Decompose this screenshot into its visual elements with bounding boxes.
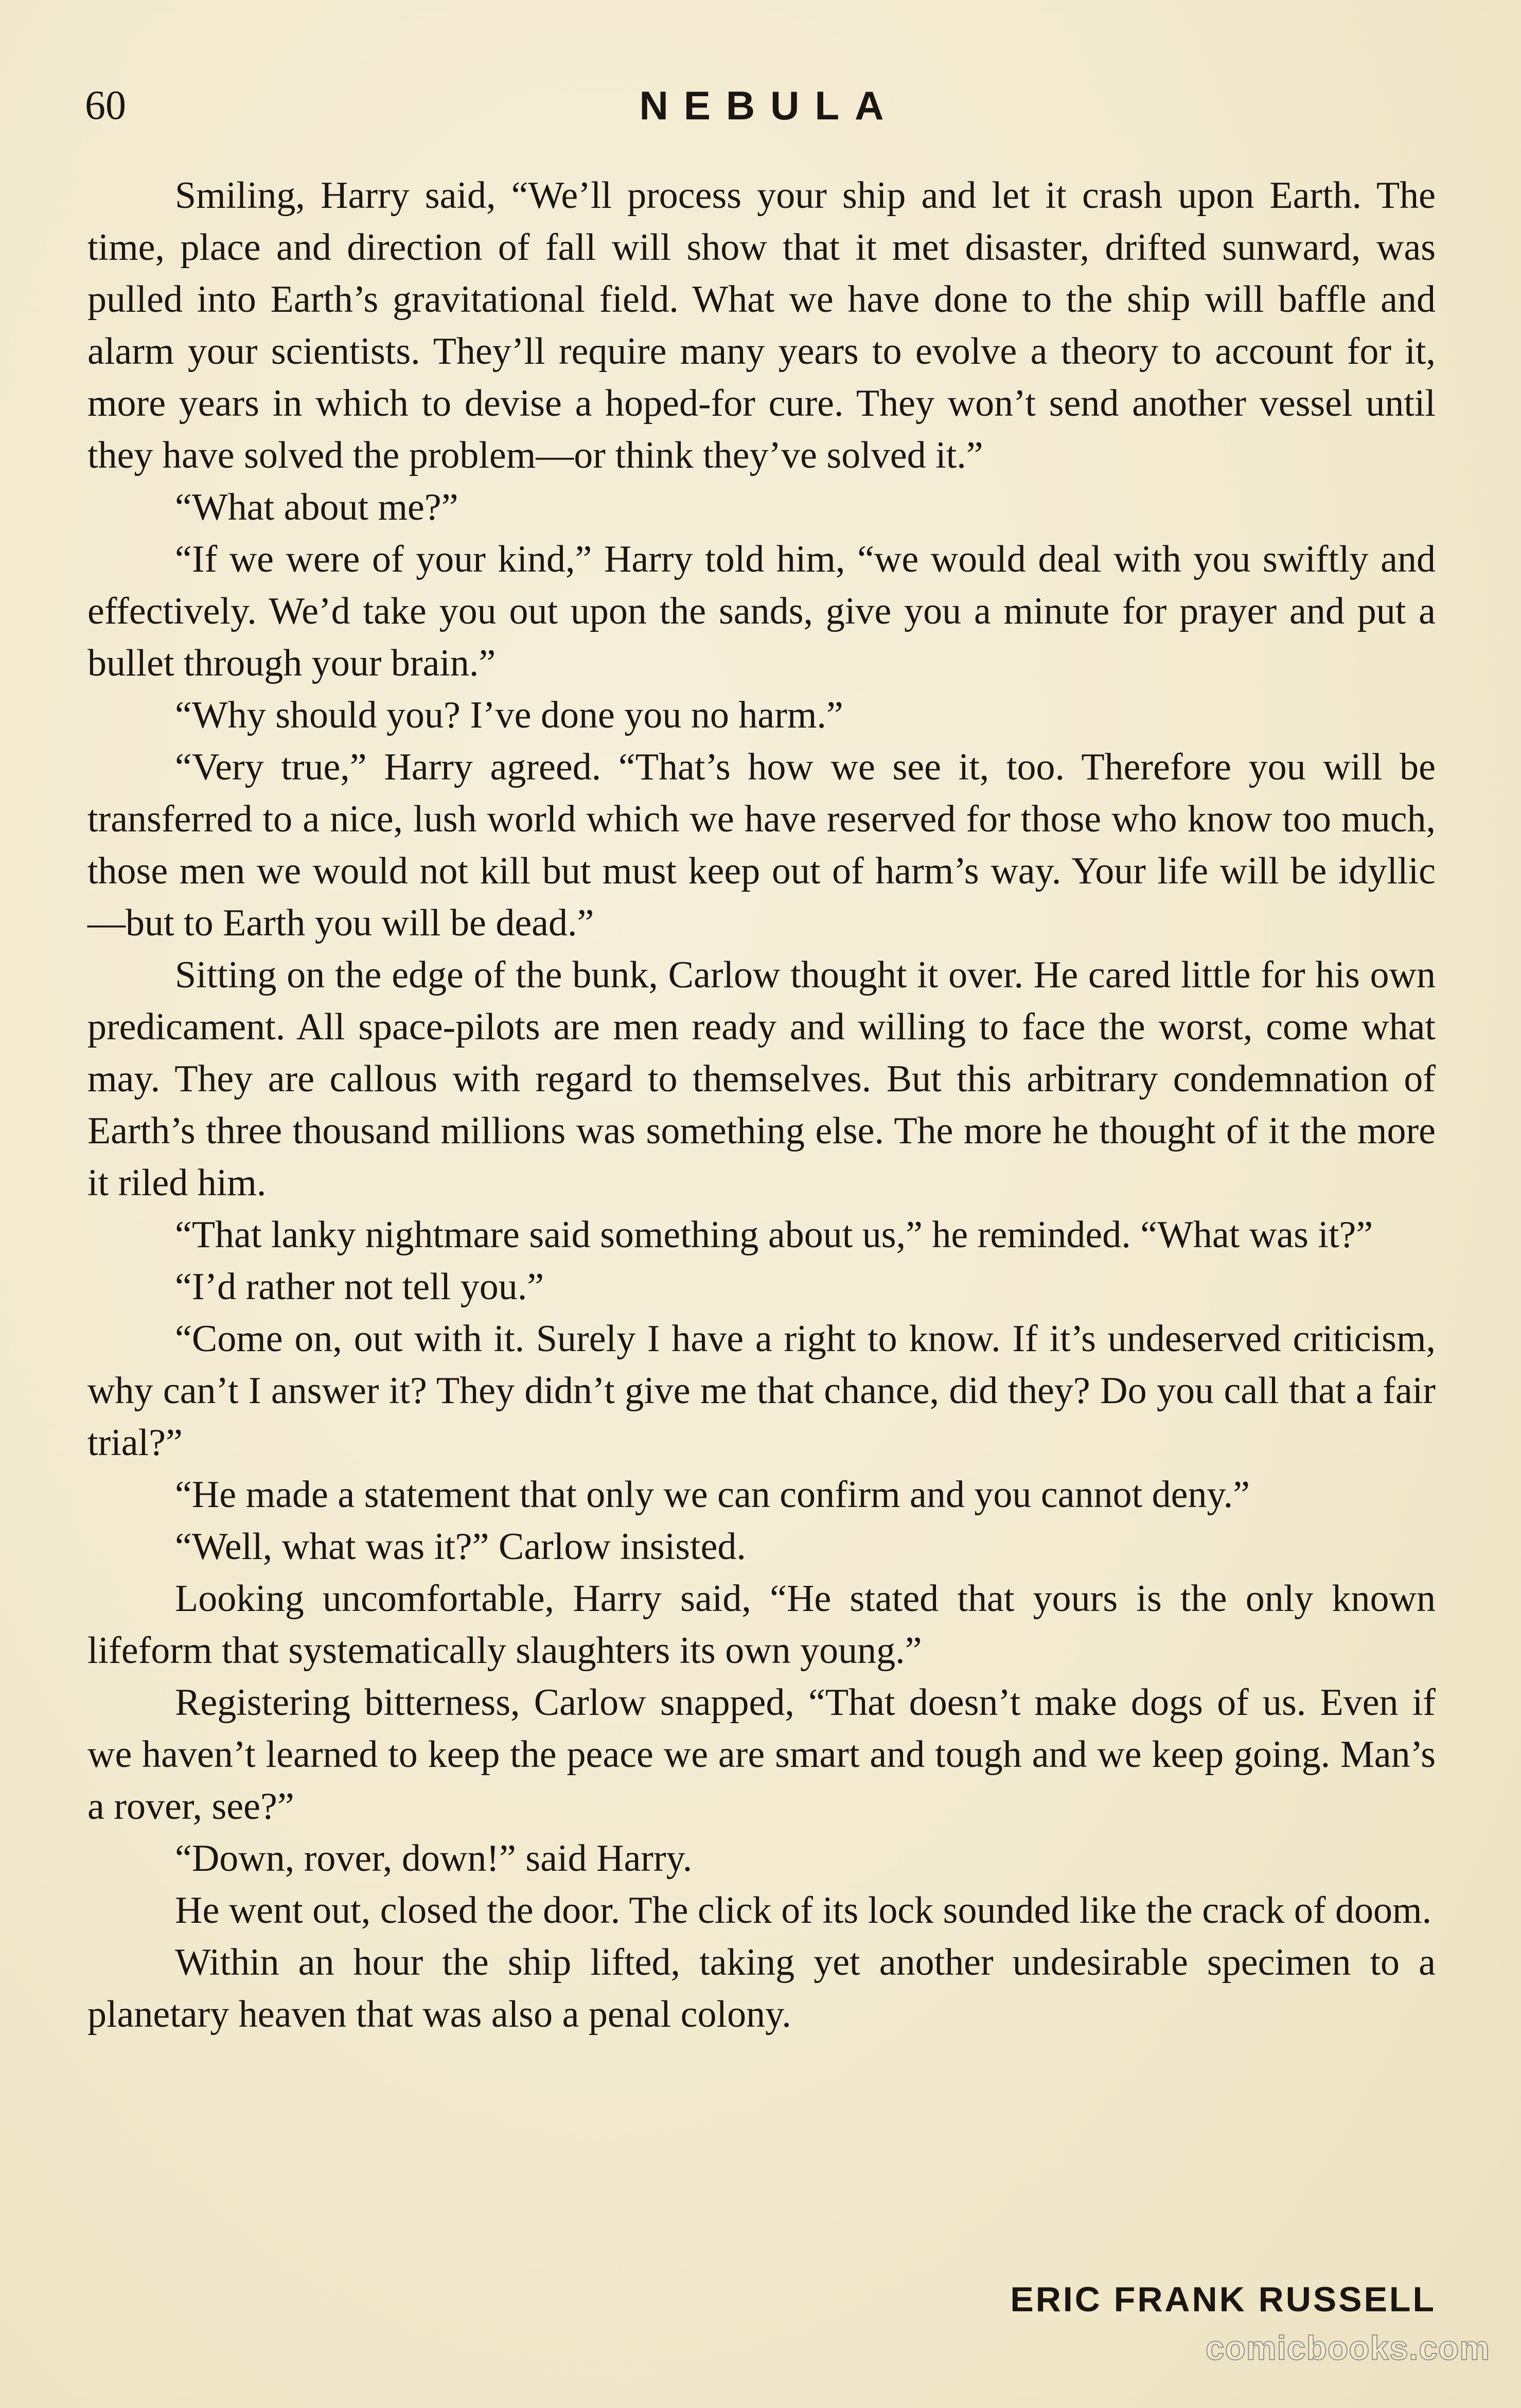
- paragraph: Smiling, Harry said, “We’ll process your ship and let it crash upon Earth. The time, place and direction of fall will show that it met disaster, drifted sunward, was pulled into Earth’s gravitational field. What we have done to the ship will baffle and alarm your scientists. They’ll require many years to evolve a theory to account for it, more years in which to devise a hoped-for cure. They won’t send another vessel until they have solved the problem—or think they’ve solved it.”: [87, 174, 1436, 476]
- paragraph: “Down, rover, down!” said Harry.: [175, 1837, 693, 1880]
- paragraph: Looking uncomfortable, Harry said, “He stated that yours is the only known lifeform that systematically slaughters its own young.”: [87, 1578, 1436, 1672]
- paragraph: “What about me?”: [175, 486, 458, 528]
- paragraph: “Very true,” Harry agreed. “That’s how we see it, too. Therefore you will be transferred to a nice, lush world which we have reserved for those who know too much, those men we would not kill but must keep out of harm’s way. Your life will be idyllic—but to Earth you will be dead.”: [87, 746, 1436, 944]
- paragraph: Within an hour the ship lifted, taking yet another undesirable specimen to a planetary heaven that was also a penal colony.: [87, 1941, 1436, 2035]
- paragraph: “That lanky nightmare said something about us,” he reminded. “What was it?”: [175, 1214, 1373, 1256]
- paragraph: Registering bitterness, Carlow snapped, “That doesn’t make dogs of us. Even if we haven’t learned to keep the peace we are smart and tough and we keep going. Man’s a rover, see?”: [87, 1681, 1436, 1828]
- story-body: [87, 170, 1436, 2041]
- paragraph: He went out, closed the door. The click of its lock sounded like the crack of doom.: [175, 1889, 1432, 1932]
- paragraph: “He made a statement that only we can confirm and you cannot deny.”: [175, 1474, 1250, 1516]
- paragraph: “I’d rather not tell you.”: [175, 1266, 544, 1308]
- paragraph: “Why should you? I’ve done you no harm.”: [175, 694, 843, 736]
- running-title: NEBULA: [639, 83, 899, 128]
- page-number: 60: [85, 83, 126, 128]
- author-byline: ERIC FRANK RUSSELL: [1010, 2280, 1436, 2319]
- page-header: [85, 77, 1438, 134]
- paragraph: “Come on, out with it. Surely I have a right to know. If it’s undeserved criticism, why can’t I answer it? They didn’t give me that chance, did they? Do you call that a fair trial?”: [87, 1318, 1436, 1464]
- site-watermark: comicbooks.com: [1205, 2329, 1490, 2367]
- paragraph: Sitting on the edge of the bunk, Carlow thought it over. He cared little for his own predicament. All space-pilots are men ready and willing to face the worst, come what may. They are callous with regard to themselves. But this arbitrary condemnation of Earth’s three thousand millions was something else. The more he thought of it the more it riled him.: [87, 954, 1436, 1204]
- paragraph: “Well, what was it?” Carlow insisted.: [175, 1526, 746, 1568]
- paragraph: “If we were of your kind,” Harry told him, “we would deal with you swiftly and effectively. We’d take you out upon the sands, give you a minute for prayer and put a bullet through your brain.”: [87, 538, 1436, 684]
